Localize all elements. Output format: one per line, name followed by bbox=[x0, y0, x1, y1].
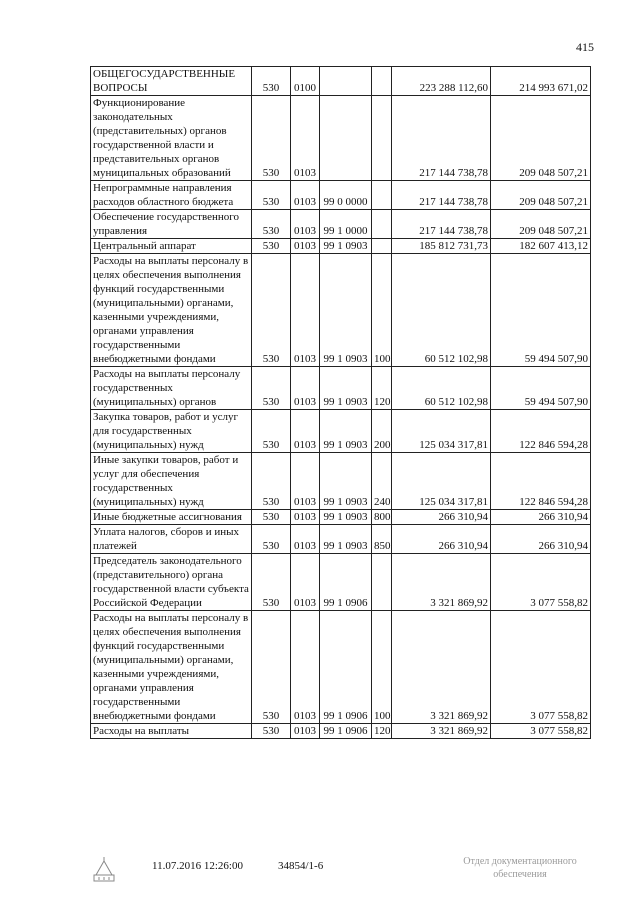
amount-executed: 266 310,94 bbox=[491, 525, 591, 554]
grbs-code: 530 bbox=[252, 67, 291, 96]
table-row bbox=[91, 410, 591, 453]
target-article-code: 99 1 0903 bbox=[320, 239, 372, 254]
grbs-code: 530 bbox=[252, 510, 291, 525]
target-article-code: 99 1 0903 bbox=[320, 510, 372, 525]
row-name: Расходы на выплаты персоналу в целях обеспечения выполнения функций государственными (муниципальными) органами, казенными учреждениями, органами управления государственными внебюджетными фондами bbox=[91, 254, 252, 367]
row-name: Закупка товаров, работ и услуг для государственных (муниципальных) нужд bbox=[91, 410, 252, 453]
amount-approved: 3 321 869,92 bbox=[392, 611, 491, 724]
section-code: 0103 bbox=[291, 239, 320, 254]
section-code: 0103 bbox=[291, 554, 320, 611]
amount-approved: 125 034 317,81 bbox=[392, 453, 491, 510]
amount-approved: 217 144 738,78 bbox=[392, 210, 491, 239]
grbs-code: 530 bbox=[252, 210, 291, 239]
amount-executed: 209 048 507,21 bbox=[491, 210, 591, 239]
row-name: Центральный аппарат bbox=[91, 239, 252, 254]
amount-approved: 60 512 102,98 bbox=[392, 254, 491, 367]
section-code: 0103 bbox=[291, 611, 320, 724]
amount-approved: 223 288 112,60 bbox=[392, 67, 491, 96]
grbs-code: 530 bbox=[252, 724, 291, 739]
amount-approved: 217 144 738,78 bbox=[392, 96, 491, 181]
table-row bbox=[91, 510, 591, 525]
expense-type-code: 100 bbox=[372, 611, 392, 724]
table-row bbox=[91, 254, 591, 367]
grbs-code: 530 bbox=[252, 410, 291, 453]
amount-executed: 122 846 594,28 bbox=[491, 453, 591, 510]
expense-type-code bbox=[372, 96, 392, 181]
section-code: 0103 bbox=[291, 510, 320, 525]
amount-executed: 59 494 507,90 bbox=[491, 254, 591, 367]
target-article-code: 99 1 0903 bbox=[320, 525, 372, 554]
target-article-code: 99 1 0906 bbox=[320, 611, 372, 724]
table-row bbox=[91, 367, 591, 410]
amount-approved: 266 310,94 bbox=[392, 510, 491, 525]
document-number: 34854/1-6 bbox=[278, 860, 324, 872]
row-name: Председатель законодательного (представительного) органа государственной власти субъекта Российской Федерации bbox=[91, 554, 252, 611]
amount-approved: 125 034 317,81 bbox=[392, 410, 491, 453]
grbs-code: 530 bbox=[252, 554, 291, 611]
grbs-code: 530 bbox=[252, 367, 291, 410]
amount-executed: 182 607 413,12 bbox=[491, 239, 591, 254]
target-article-code: 99 1 0906 bbox=[320, 724, 372, 739]
target-article-code: 99 1 0903 bbox=[320, 453, 372, 510]
target-article-code bbox=[320, 96, 372, 181]
expense-type-code bbox=[372, 67, 392, 96]
grbs-code: 530 bbox=[252, 254, 291, 367]
expense-type-code bbox=[372, 554, 392, 611]
target-article-code: 99 1 0903 bbox=[320, 367, 372, 410]
section-code: 0103 bbox=[291, 724, 320, 739]
section-code: 0103 bbox=[291, 367, 320, 410]
amount-executed: 59 494 507,90 bbox=[491, 367, 591, 410]
row-name: Уплата налогов, сборов и иных платежей bbox=[91, 525, 252, 554]
section-code: 0103 bbox=[291, 525, 320, 554]
row-name: Расходы на выплаты bbox=[91, 724, 252, 739]
budget-table bbox=[90, 66, 591, 739]
grbs-code: 530 bbox=[252, 239, 291, 254]
row-name: Обеспечение государственного управления bbox=[91, 210, 252, 239]
amount-approved: 3 321 869,92 bbox=[392, 554, 491, 611]
row-name: ОБЩЕГОСУДАРСТВЕННЫЕ ВОПРОСЫ bbox=[91, 67, 252, 96]
target-article-code bbox=[320, 67, 372, 96]
grbs-code: 530 bbox=[252, 611, 291, 724]
table-row bbox=[91, 554, 591, 611]
amount-executed: 3 077 558,82 bbox=[491, 724, 591, 739]
expense-type-code: 800 bbox=[372, 510, 392, 525]
amount-executed: 3 077 558,82 bbox=[491, 611, 591, 724]
table-row bbox=[91, 453, 591, 510]
amount-approved: 217 144 738,78 bbox=[392, 181, 491, 210]
table-row bbox=[91, 67, 591, 96]
amount-executed: 214 993 671,02 bbox=[491, 67, 591, 96]
amount-executed: 266 310,94 bbox=[491, 510, 591, 525]
amount-executed: 3 077 558,82 bbox=[491, 554, 591, 611]
grbs-code: 530 bbox=[252, 525, 291, 554]
page-number: 415 bbox=[576, 40, 594, 54]
table-row bbox=[91, 239, 591, 254]
row-name: Непрограммные направления расходов областного бюджета bbox=[91, 181, 252, 210]
grbs-code: 530 bbox=[252, 453, 291, 510]
grbs-code: 530 bbox=[252, 181, 291, 210]
expense-type-code: 120 bbox=[372, 367, 392, 410]
expense-type-code bbox=[372, 239, 392, 254]
row-name: Функционирование законодательных (представительных) органов государственной власти и представительных органов муниципальных образований bbox=[91, 96, 252, 181]
department-stamp: Отдел документационного обеспечения bbox=[463, 856, 577, 880]
section-code: 0103 bbox=[291, 210, 320, 239]
seal-icon bbox=[92, 855, 116, 883]
expense-type-code bbox=[372, 210, 392, 239]
section-code: 0100 bbox=[291, 67, 320, 96]
amount-executed: 122 846 594,28 bbox=[491, 410, 591, 453]
amount-approved: 185 812 731,73 bbox=[392, 239, 491, 254]
table-row bbox=[91, 611, 591, 724]
amount-executed: 209 048 507,21 bbox=[491, 181, 591, 210]
table-row bbox=[91, 181, 591, 210]
target-article-code: 99 1 0000 bbox=[320, 210, 372, 239]
amount-executed: 209 048 507,21 bbox=[491, 96, 591, 181]
amount-approved: 60 512 102,98 bbox=[392, 367, 491, 410]
row-name: Иные бюджетные ассигнования bbox=[91, 510, 252, 525]
row-name: Расходы на выплаты персоналу государственных (муниципальных) органов bbox=[91, 367, 252, 410]
target-article-code: 99 1 0903 bbox=[320, 410, 372, 453]
table-row bbox=[91, 210, 591, 239]
section-code: 0103 bbox=[291, 254, 320, 367]
table-row bbox=[91, 525, 591, 554]
section-code: 0103 bbox=[291, 181, 320, 210]
table-row bbox=[91, 96, 591, 181]
target-article-code: 99 1 0903 bbox=[320, 254, 372, 367]
section-code: 0103 bbox=[291, 96, 320, 181]
expense-type-code: 200 bbox=[372, 410, 392, 453]
expense-type-code: 850 bbox=[372, 525, 392, 554]
timestamp: 11.07.2016 12:26:00 bbox=[152, 860, 243, 872]
grbs-code: 530 bbox=[252, 96, 291, 181]
amount-approved: 3 321 869,92 bbox=[392, 724, 491, 739]
expense-type-code: 240 bbox=[372, 453, 392, 510]
target-article-code: 99 1 0906 bbox=[320, 554, 372, 611]
expense-type-code: 120 bbox=[372, 724, 392, 739]
section-code: 0103 bbox=[291, 453, 320, 510]
amount-approved: 266 310,94 bbox=[392, 525, 491, 554]
expense-type-code bbox=[372, 181, 392, 210]
expense-type-code: 100 bbox=[372, 254, 392, 367]
table-row bbox=[91, 724, 591, 739]
section-code: 0103 bbox=[291, 410, 320, 453]
row-name: Иные закупки товаров, работ и услуг для обеспечения государственных (муниципальных) нужд bbox=[91, 453, 252, 510]
row-name: Расходы на выплаты персоналу в целях обеспечения выполнения функций государственными (муниципальными) органами, казенными учреждениями, органами управления государственными внебюджетными фондами bbox=[91, 611, 252, 724]
target-article-code: 99 0 0000 bbox=[320, 181, 372, 210]
